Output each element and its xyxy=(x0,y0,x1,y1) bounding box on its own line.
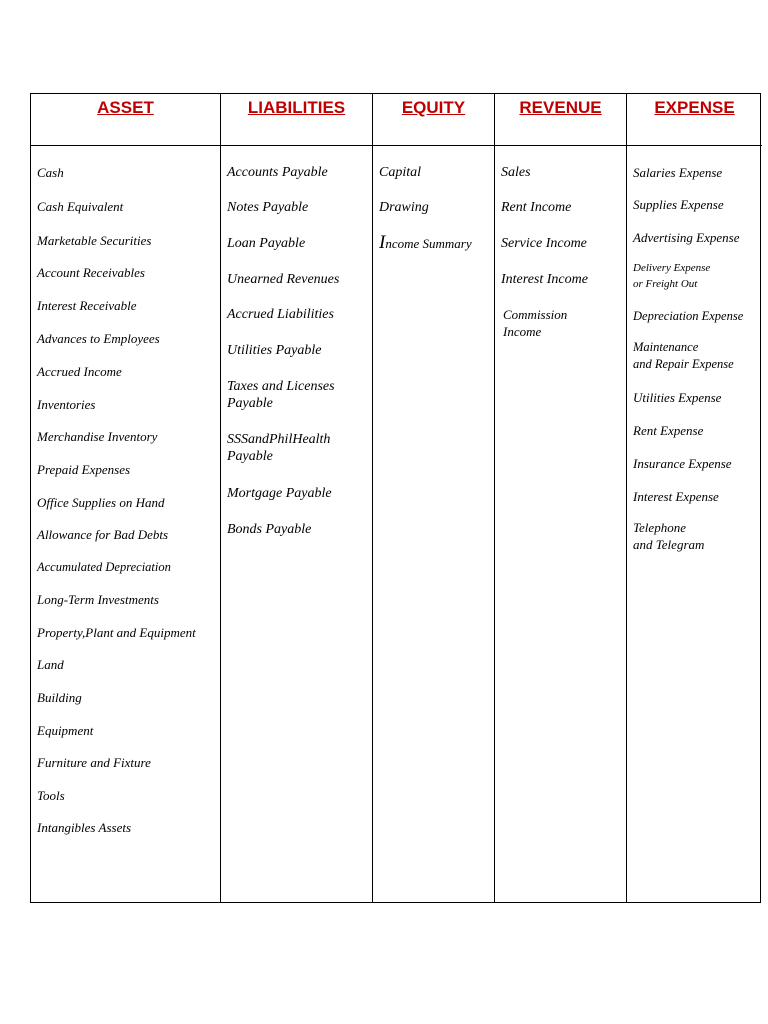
expense-column xyxy=(627,94,762,902)
list-item: SSSandPhilHealth Payable xyxy=(227,432,331,464)
list-item: Prepaid Expenses xyxy=(37,462,131,477)
list-item: Notes Payable xyxy=(227,200,309,215)
asset-list xyxy=(31,146,220,902)
list-item: Interest Expense xyxy=(633,489,719,504)
list-item: Supplies Expense xyxy=(633,197,724,212)
list-item: Delivery Expense or Freight Out xyxy=(633,262,711,290)
list-item: Land xyxy=(37,657,64,672)
list-item: Sales xyxy=(501,165,531,180)
list-item: Utilities Expense xyxy=(633,390,722,405)
list-item: Property,Plant and Equipment xyxy=(37,625,196,640)
list-item: Marketable Securities xyxy=(37,233,152,248)
income-summary-initial: I xyxy=(379,232,386,253)
column-header xyxy=(221,94,372,146)
list-item: Advertising Expense xyxy=(633,230,740,245)
list-item-income-summary xyxy=(379,234,492,252)
liabilities-header: LIABILITIES xyxy=(247,98,346,117)
liabilities-column xyxy=(221,94,373,902)
list-item: Loan Payable xyxy=(227,236,306,251)
list-item: Taxes and Licenses Payable xyxy=(227,379,335,411)
list-item: Account Receivables xyxy=(37,265,145,280)
list-item: Rent Expense xyxy=(633,423,704,438)
list-item: Accounts Payable xyxy=(227,165,328,180)
equity-list xyxy=(373,146,494,902)
income-summary-label: ncome Summary xyxy=(385,236,472,251)
list-item: Rent Income xyxy=(501,200,572,215)
list-item: Tools xyxy=(37,788,65,803)
liabilities-list xyxy=(221,146,372,902)
list-item: Utilities Payable xyxy=(227,343,322,358)
list-item: Unearned Revenues xyxy=(227,272,340,287)
list-item: Advances to Employees xyxy=(37,331,160,346)
list-item: Merchandise Inventory xyxy=(37,429,158,444)
equity-column xyxy=(373,94,495,902)
list-item: Insurance Expense xyxy=(633,456,732,471)
column-header xyxy=(627,94,762,146)
expense-header: EXPENSE xyxy=(654,98,735,117)
list-item: Maintenance and Repair Expense xyxy=(633,340,734,371)
list-item: Telephone and Telegram xyxy=(633,520,705,552)
list-item: Inventories xyxy=(37,397,96,412)
list-item: Commission Income xyxy=(503,307,568,339)
asset-header: ASSET xyxy=(97,98,154,117)
expense-list xyxy=(627,146,762,902)
list-item: Furniture and Fixture xyxy=(37,755,151,770)
list-item: Intangibles Assets xyxy=(37,820,132,835)
list-item: Equipment xyxy=(37,723,94,738)
list-item: Bonds Payable xyxy=(227,522,312,537)
list-item: Salaries Expense xyxy=(633,165,723,180)
revenue-list xyxy=(495,146,626,902)
list-item: Accumulated Depreciation xyxy=(37,560,171,574)
list-item: Interest Income xyxy=(501,272,588,287)
revenue-header: REVENUE xyxy=(519,98,602,117)
list-item: Cash xyxy=(37,165,64,180)
list-item: Office Supplies on Hand xyxy=(37,495,165,510)
list-item: Service Income xyxy=(501,236,587,251)
list-item: Building xyxy=(37,690,82,705)
list-item: Interest Receivable xyxy=(37,298,137,313)
list-item: Accrued Liabilities xyxy=(227,307,334,322)
list-item: Cash Equivalent xyxy=(37,199,124,214)
list-item: Accrued Income xyxy=(37,364,122,379)
column-header xyxy=(373,94,494,146)
list-item: Mortgage Payable xyxy=(227,486,332,501)
list-item: Allowance for Bad Debts xyxy=(37,527,169,542)
list-item: Depreciation Expense xyxy=(633,309,744,323)
column-header xyxy=(495,94,626,146)
asset-column xyxy=(31,94,221,902)
list-item: Drawing xyxy=(379,200,429,215)
column-header xyxy=(31,94,220,146)
revenue-column xyxy=(495,94,627,902)
equity-header: EQUITY xyxy=(401,98,466,117)
list-item: Long-Term Investments xyxy=(37,592,159,607)
list-item: Capital xyxy=(379,165,422,180)
chart-of-accounts-table xyxy=(30,93,761,903)
